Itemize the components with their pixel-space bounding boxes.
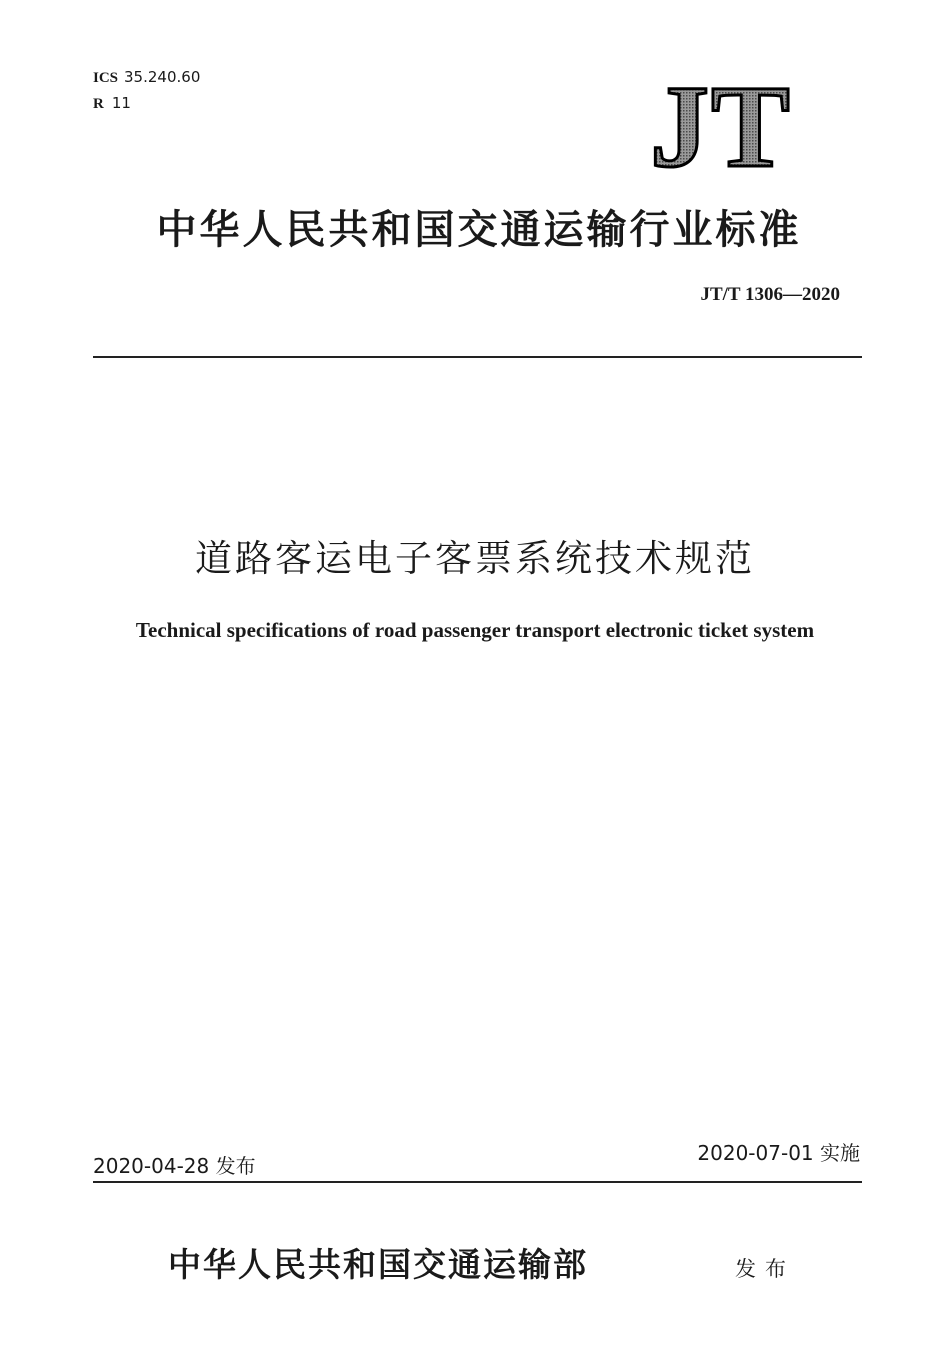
- issue-date: 2020-04-28 发布: [93, 1154, 256, 1178]
- standard-number: JT/T 1306—2020: [700, 284, 840, 305]
- svg-text:JT: JT: [650, 74, 792, 174]
- jt-logo: [626, 74, 816, 174]
- ics-classification: [93, 68, 200, 87]
- class-value: 11: [111, 94, 131, 112]
- chinese-classification: [93, 94, 131, 113]
- publisher-name: 中华人民共和国交通运输部: [168, 1245, 588, 1284]
- ics-value: 35.240.60: [124, 68, 201, 86]
- top-divider: [93, 356, 862, 358]
- ics-code: ICS: [93, 70, 119, 86]
- publish-label: 发布: [735, 1257, 795, 1281]
- bottom-divider: [93, 1181, 862, 1183]
- document-title-en: Technical specifications of road passenger transport electronic ticket system: [135, 618, 815, 642]
- implementation-date: 2020-07-01 实施: [697, 1141, 860, 1165]
- standard-category-title: 中华人民共和国交通运输行业标准: [156, 206, 802, 253]
- class-code: R: [93, 96, 104, 112]
- document-title-cn: 道路客运电子客票系统技术规范: [195, 537, 755, 580]
